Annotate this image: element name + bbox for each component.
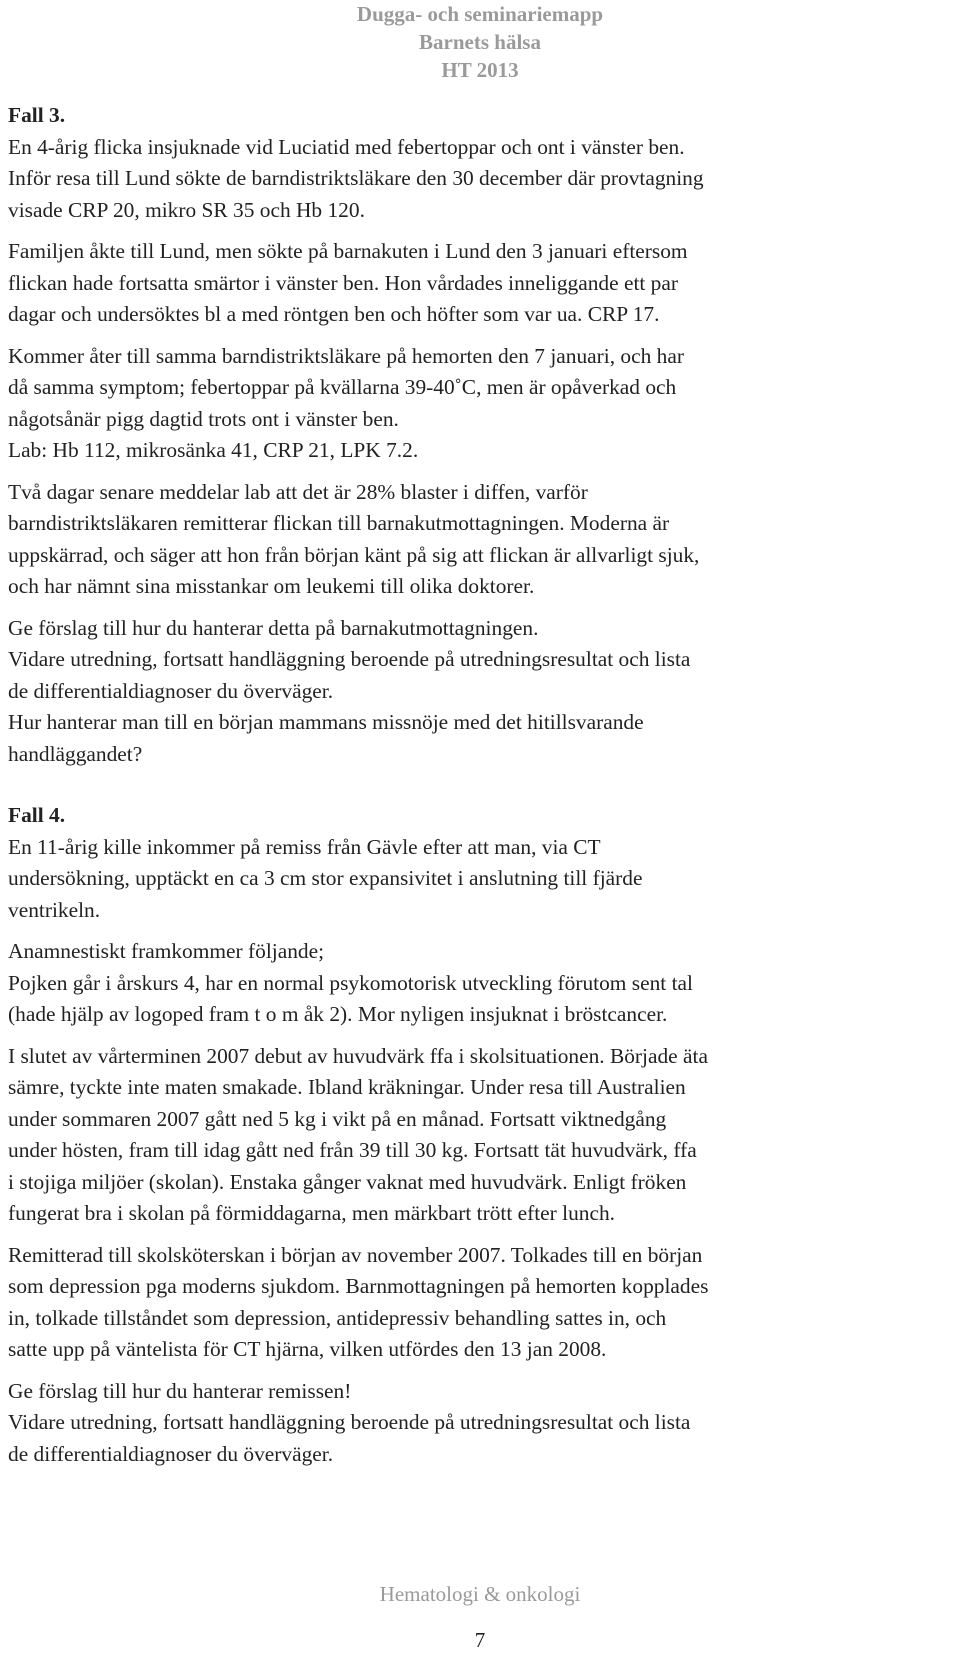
text-line: uppskärrad, och säger att hon från början känt på sig att flickan är allvarligt sjuk, [8, 542, 700, 567]
case-3-paragraph-4 [8, 477, 948, 603]
case-separator [8, 780, 948, 800]
text-line: Remitterad till skolsköterskan i början av november 2007. Tolkades till en början [8, 1242, 703, 1267]
case-3-paragraph-2 [8, 236, 948, 331]
header-course-material: Dugga- och seminariemapp [356, 2, 604, 26]
text-line: de differentialdiagnoser du överväger. [8, 678, 334, 703]
text-line: de differentialdiagnoser du överväger. [8, 1441, 334, 1466]
case-4 [8, 800, 948, 1470]
text-line: Kommer åter till samma barndistriktsläkare på hemorten den 7 januari, och har [8, 343, 684, 368]
case-4-paragraph-4 [8, 1240, 948, 1366]
text-line: flickan hade fortsatta smärtor i vänster ben. Hon vårdades inneliggande ett par [8, 270, 678, 295]
text-line: sämre, tyckte inte maten smakade. Ibland kräkningar. Under resa till Australien [8, 1075, 686, 1099]
text-line: Två dagar senare meddelar lab att det är 28% blaster i diffen, varför [8, 479, 588, 504]
text-line: visade CRP 20, mikro SR 35 och Hb 120. [8, 197, 365, 222]
text-line: Ge förslag till hur du hanterar remissen! [8, 1378, 352, 1403]
text-line: och har nämnt sina misstankar om leukemi till olika doktorer. [8, 574, 535, 598]
text-line: Lab: Hb 112, mikrosänka 41, CRP 21, LPK 7.2. [8, 438, 419, 462]
case-3-paragraph-3 [8, 341, 948, 467]
text-line: (hade hjälp av logoped fram t o m åk 2). Mor nyligen insjuknat i bröstcancer. [8, 1002, 668, 1026]
text-line: Anamnestiskt framkommer följande; [8, 939, 325, 963]
text-line: Familjen åkte till Lund, men sökte på barnakuten i Lund den 3 januari eftersom [8, 239, 688, 263]
text-line: under hösten, fram till idag gått ned från 39 till 30 kg. Fortsatt tät huvudvärk, ffa [8, 1138, 697, 1162]
header-course-name: Barnets hälsa [419, 30, 541, 54]
text-line: Inför resa till Lund sökte de barndistriktsläkare den 30 december där provtagning [8, 166, 704, 190]
case-3-questions [8, 613, 948, 771]
text-line: I slutet av vårterminen 2007 debut av huvudvärk ffa i skolsituationen. Började äta [8, 1043, 708, 1068]
text-line: undersökning, upptäckt en ca 3 cm stor expansivitet i anslutning till fjärde [8, 866, 643, 890]
text-line: då samma symptom; febertoppar på kvällarna 39-40˚C, men är opåverkad och [8, 375, 677, 399]
document-body [8, 100, 948, 1470]
footer-section-label: Hematologi & onkologi [379, 1582, 581, 1606]
case-4-questions [8, 1376, 948, 1471]
text-line: barndistriktsläkaren remitterar flickan till barnakutmottagningen. Moderna är [8, 511, 670, 535]
text-line: Vidare utredning, fortsatt handläggning beroende på utredningsresultat och lista [8, 647, 691, 671]
page-number: 7 [474, 1628, 486, 1652]
text-line: ventrikeln. [8, 897, 101, 922]
text-line: in, tolkade tillståndet som depression, antidepressiv behandling sattes in, och [8, 1305, 667, 1330]
header-term: HT 2013 [441, 58, 519, 82]
text-line: någotsånär pigg dagtid trots ont i vänster ben. [8, 406, 399, 431]
text-line: Vidare utredning, fortsatt handläggning beroende på utredningsresultat och lista [8, 1410, 691, 1434]
case-4-paragraph-2 [8, 936, 948, 1031]
case-4-title: Fall 4. [8, 803, 66, 827]
text-line: som depression pga moderns sjukdom. Barnmottagningen på hemorten kopplades [8, 1274, 709, 1298]
text-line: Ge förslag till hur du hanterar detta på barnakutmottagningen. [8, 615, 539, 640]
case-3-paragraph-1 [8, 132, 948, 227]
case-4-paragraph-3 [8, 1041, 948, 1230]
text-line: dagar och undersöktes bl a med röntgen ben och höfter som var ua. CRP 17. [8, 302, 660, 326]
text-line: Hur hanterar man till en början mammans missnöje med det hitillsvarande [8, 710, 644, 734]
case-4-paragraph-1 [8, 832, 948, 927]
text-line: satte upp på väntelista för CT hjärna, vilken utfördes den 13 jan 2008. [8, 1337, 607, 1361]
case-3-title: Fall 3. [8, 103, 66, 127]
text-line: En 11-årig kille inkommer på remiss från Gävle efter att man, via CT [8, 834, 601, 859]
text-line: i stojiga miljöer (skolan). Enstaka gånger vaknat med huvudvärk. Enligt fröken [8, 1169, 687, 1194]
text-line: fungerat bra i skolan på förmiddagarna, men märkbart trött efter lunch. [8, 1201, 616, 1225]
text-line: handläggandet? [8, 741, 143, 766]
page-header [0, 0, 960, 84]
text-line: En 4-årig flicka insjuknade vid Luciatid med febertoppar och ont i vänster ben. [8, 134, 685, 159]
text-line: Pojken går i årskurs 4, har en normal psykomotorisk utveckling förutom sent tal [8, 970, 693, 995]
text-line: under sommaren 2007 gått ned 5 kg i vikt på en månad. Fortsatt viktnedgång [8, 1106, 667, 1131]
case-3 [8, 100, 948, 770]
